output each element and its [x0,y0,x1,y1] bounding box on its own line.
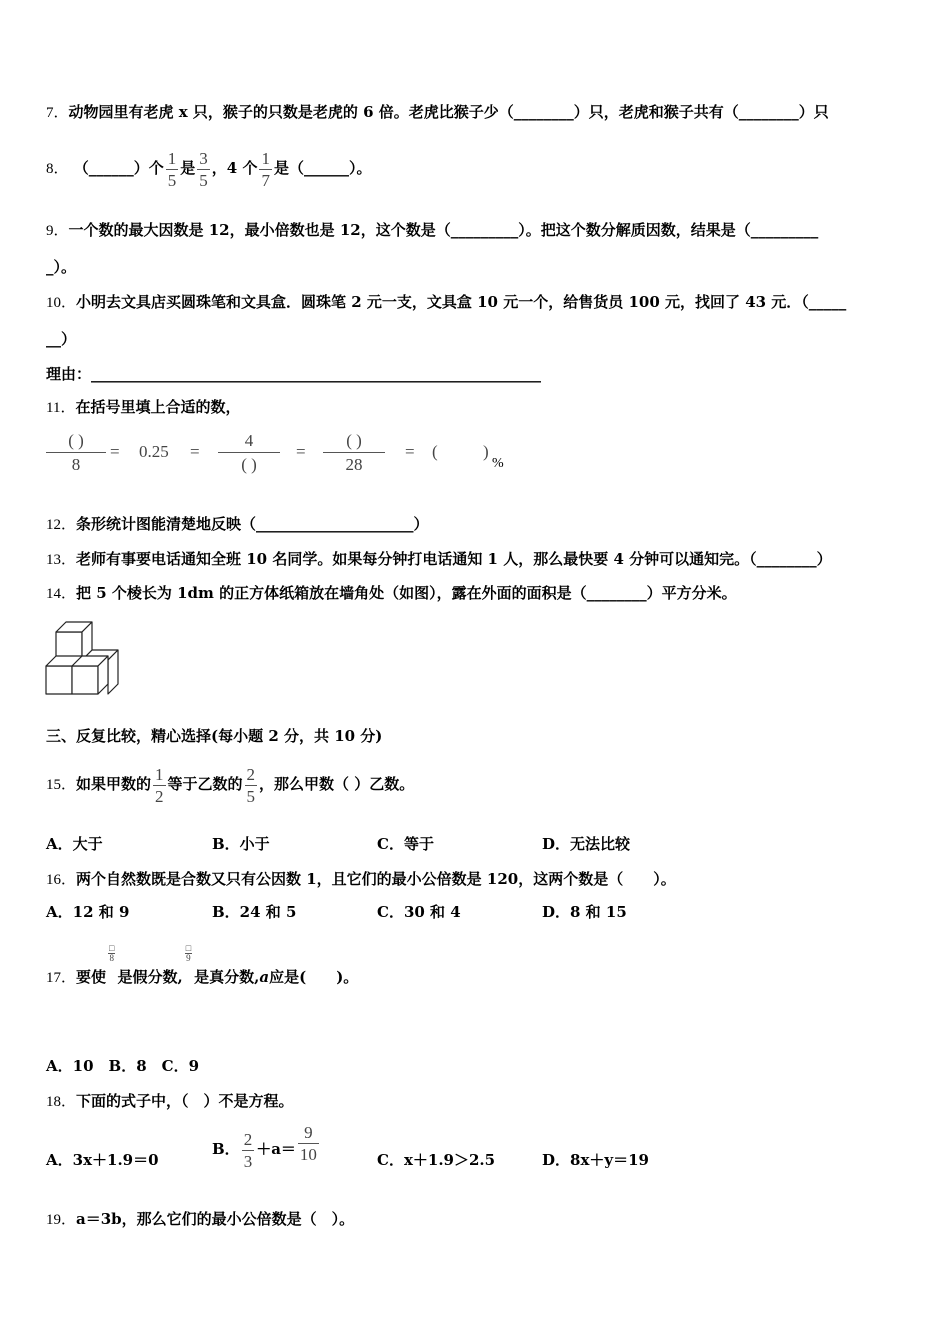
section-heading: 三、反复比较，精心选择(每小题 2 分，共 10 分) [46,727,383,745]
fraction: $\frac{2}{3}$ [243,1129,253,1171]
option-d[interactable]: D．8x＋y＝19 [542,1151,649,1169]
question-number: 13． [46,552,77,568]
question-13 [46,549,832,570]
question-19 [46,1209,354,1230]
question-18 [46,1091,294,1112]
question-14 [46,583,737,604]
question-7 [46,102,829,123]
question-number: 16． [46,872,77,888]
question-text: a＝3b，那么它们的最小公倍数是（ ）。 [76,1210,355,1228]
fraction: □ 9 [185,943,192,963]
option-a[interactable]: A．12 和 9 [46,903,130,921]
question-11 [46,397,240,418]
question-text: 一个数的最大因数是 12，最小倍数也是 12，这个数是（_________）。把这个数分解质因数，结果是（_________ [68,221,819,239]
equals-sign: = [190,442,200,461]
question-text: 是（______）。 [273,159,372,177]
question-text: 如果甲数的 [76,775,152,793]
fraction: $\frac{9}{10}$ [299,1123,317,1164]
paren: ) [483,442,489,461]
question-10 [46,292,846,313]
decimal-value: 0.25 [139,442,169,461]
question-text: 老师有事要电话通知全班 10 名同学。如果每分钟打电话通知 1 人，那么最快要 4 分钟可以通知完。（________） [76,550,832,568]
equals-sign: = [110,442,120,461]
reason-line: 理由：____________________________________________________________ [46,365,542,383]
option-c[interactable]: C．等于 [377,835,434,853]
question-17 [46,944,358,1011]
question-number: 7． [46,105,69,121]
percent-sign: % [492,456,504,471]
equals-sign: = [405,442,415,461]
question-number: 9． [46,223,69,239]
question-9 [46,220,818,241]
fraction: $\frac{1}{7}$ [261,148,270,190]
question-12 [46,514,429,535]
option-a[interactable]: A．大于 [46,835,103,853]
question-text: （______）个 [73,159,164,177]
fraction: $\frac{1}{5}$ [167,148,177,190]
option-b[interactable] [212,1124,321,1174]
fraction: 4 ( ) [218,430,280,475]
question-number: 14． [46,586,77,602]
option-label: B． [212,1140,240,1158]
question-16 [46,869,676,890]
option-b[interactable]: B．24 和 5 [212,903,297,921]
question-text: 条形统计图能清楚地反映（_____________________） [76,515,429,533]
question-number: 19． [46,1212,77,1228]
question-number: 12． [46,517,77,533]
fraction: ( ) 28 [323,430,385,475]
fraction: ( ) 8 [46,430,106,475]
option-c[interactable]: C．x＋1.9＞2.5 [377,1151,496,1169]
question-text: 把 5 个棱长为 1dm 的正方体纸箱放在墙角处（如图），露在外面的面积是（________）平方分米。 [76,584,737,602]
question-number: 18． [46,1094,77,1110]
fraction: $\frac{3}{5}$ [199,148,208,190]
paren: ( [432,442,438,461]
option-text: ＋a＝ [256,1140,296,1158]
fraction: $\frac{2}{5}$ [246,764,256,806]
question-text: 等于乙数的 [167,775,243,793]
equals-sign: = [296,442,306,461]
fraction: □ 8 [109,943,115,963]
question-text: ，那么甲数（ ）乙数。 [259,775,415,793]
question-text: 两个自然数既是合数又只有公因数 1，且它们的最小公倍数是 120，这两个数是（ ）。 [76,870,676,888]
question-number: 8． [46,161,69,177]
question-text: 动物园里有老虎 x 只，猴子的只数是老虎的 6 倍。老虎比猴子少（________）只，老虎和猴子共有（________）只 [68,103,829,121]
fraction: $\frac{1}{2}$ [155,764,164,806]
option-d[interactable]: D．无法比较 [542,835,631,853]
question-text: 应是( )。 [269,968,359,986]
question-10-cont: __） [46,330,77,348]
question-text: 是真分数, [194,968,260,986]
question-number: 17． [46,970,77,986]
cubes-figure [44,620,124,698]
question-text: 小明去文具店买圆珠笔和文具盒．圆珠笔 2 元一支，文具盒 10 元一个，给售货员 100 元，找回了 43 元．（_____ [76,293,847,311]
question-text: 是 [180,159,196,177]
question-number: 11． [46,400,76,416]
question-8 [46,146,371,191]
option-c[interactable]: C．30 和 4 [377,903,461,921]
variable-a: a [259,968,270,986]
option-a[interactable]: A．3x＋1.9＝0 [46,1151,159,1169]
question-9-cont: _）。 [46,258,77,276]
question-text: 下面的式子中，（ ）不是方程。 [76,1092,294,1110]
option-d[interactable]: D．8 和 15 [542,903,627,921]
question-text: 是假分数, [117,968,183,986]
question-text: 在括号里填上合适的数， [75,398,241,416]
question-15 [46,755,414,814]
options-row[interactable]: A．10 B．8 C．9 [46,1057,200,1075]
option-b[interactable]: B．小于 [212,835,270,853]
question-number: 15． [46,777,77,793]
question-text: 要使 [76,968,107,986]
question-text: ，4 个 [211,159,258,177]
question-number: 10． [46,295,77,311]
